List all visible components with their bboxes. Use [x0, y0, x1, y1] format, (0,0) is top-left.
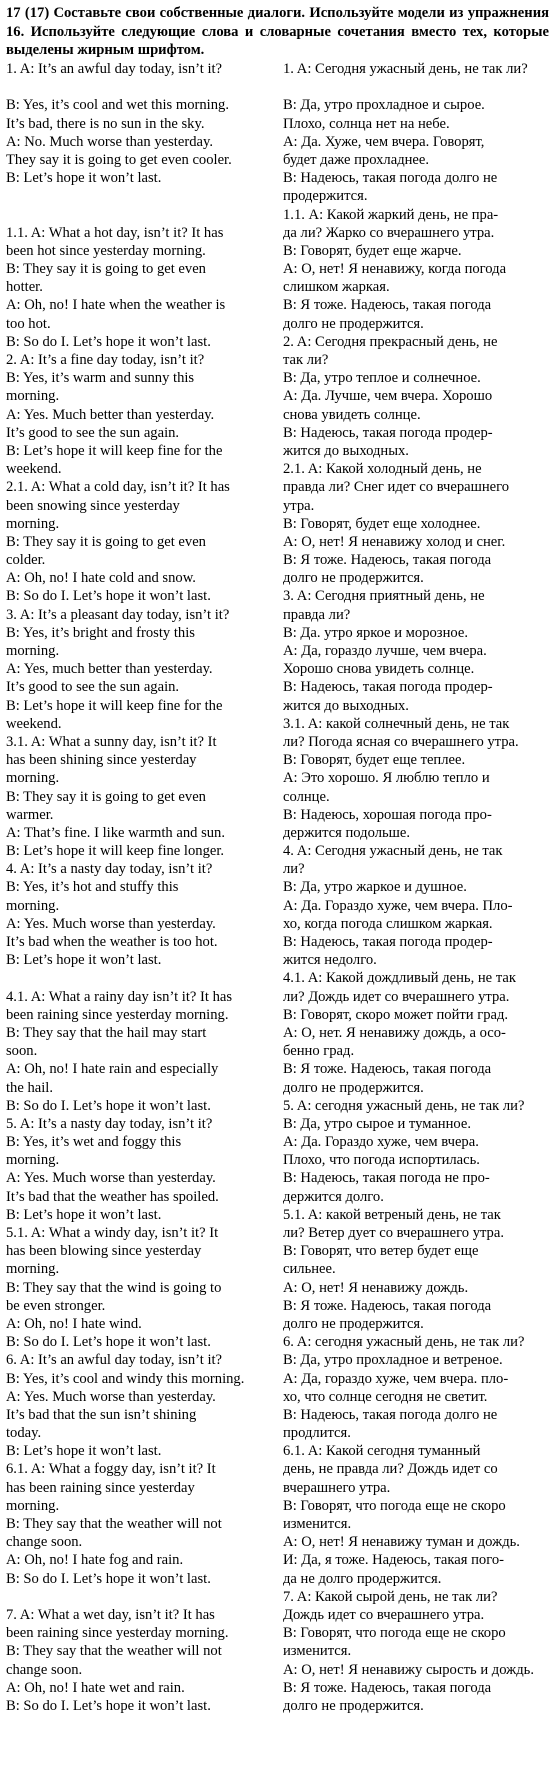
russian-text-line: вчерашнего утра. [283, 1479, 391, 1496]
english-text-line: A: Yes. Much better than yesterday. [6, 406, 215, 423]
russian-text-line: A: О, нет! Я ненавижу сырость и дождь. [283, 1661, 534, 1678]
english-text-line: hotter. [6, 279, 43, 296]
russian-text-line: B: Да, утро теплое и солнечное. [283, 370, 481, 387]
english-text-line: B: They say that the weather will not [6, 1643, 222, 1660]
russian-text-line: жится недолго. [283, 952, 377, 969]
english-text-line: It’s bad, there is no sun in the sky. [6, 115, 205, 132]
english-text-line: A: No. Much worse than yesterday. [6, 133, 213, 150]
english-text-line: B: They say it is going to get even [6, 788, 206, 805]
russian-text-line: 4. A: Сегодня ужасный день, не так [283, 843, 503, 860]
english-text-line: A: Oh, no! I hate when the weather is [6, 297, 226, 314]
english-text-line: B: So do I. Let’s hope it won’t last. [6, 1570, 211, 1587]
russian-text-line: хо, что солнце сегодня не светит. [283, 1388, 488, 1405]
english-text-line: B: They say it is going to get even [6, 533, 206, 550]
english-text-line: B: Let’s hope it won’t last. [6, 952, 162, 969]
english-text-line: B: They say that the weather will not [6, 1516, 222, 1532]
english-text-line: B: Yes, it’s wet and foggy this [6, 1134, 182, 1151]
english-text-line: colder. [6, 552, 46, 569]
russian-text-line: B: Надеюсь, такая погода продер- [283, 934, 493, 950]
english-text-line: has been shining since yesterday [6, 752, 197, 769]
russian-text-line: A: О, нет! Я ненавижу туман и дождь. [283, 1534, 520, 1551]
russian-text-line: B: Я тоже. Надеюсь, такая погода [283, 1061, 492, 1078]
russian-text-line: 3. A: Сегодня приятный день, не [283, 588, 485, 605]
english-text-line: too hot. [6, 315, 51, 332]
russian-text-line: A: Это хорошо. Я люблю тепло и [283, 770, 490, 787]
russian-text-line: 5. A: сегодня ужасный день, не так ли? [283, 1097, 525, 1114]
russian-text-line: B: Говорят, что ветер будет еще [283, 1243, 479, 1260]
english-text-line: A: Oh, no! I hate fog and rain. [6, 1552, 184, 1569]
english-text-line: B: Yes, it’s bright and frosty this [6, 624, 195, 641]
russian-text-line: 3.1. A: какой солнечный день, не так [283, 715, 510, 732]
english-text-line: B: Let’s hope it won’t last. [6, 170, 162, 187]
english-text-line: 7. A: What a wet day, isn’t it? It has [6, 1606, 215, 1623]
english-text-line: A: Yes, much better than yesterday. [6, 661, 213, 678]
russian-text-line: A: Да. Гораздо хуже, чем вчера. Пло- [283, 897, 513, 914]
english-text-line: 2.1. A: What a cold day, isn’t it? It has [6, 479, 230, 496]
russian-text-line: A: О, нет. Я ненавижу дождь, а осо- [283, 1024, 506, 1041]
russian-text-line: B: Надеюсь, такая погода долго не [283, 1406, 498, 1423]
english-text-line: It’s bad that the sun isn’t shining [6, 1406, 197, 1423]
english-text-line: morning. [6, 515, 60, 532]
russian-text-line: B: Надеюсь, такая погода долго не [283, 170, 498, 187]
english-text-line: A: Oh, no! I hate wet and rain. [6, 1679, 185, 1696]
english-text-line: B: Yes, it’s cool and windy this morning. [6, 1370, 245, 1387]
russian-text-line: A: Да, гораздо лучше, чем вчера. [283, 643, 487, 659]
russian-text-line: долго не продержится. [283, 1079, 424, 1096]
english-text-line: B: Let’s hope it won’t last. [6, 1206, 162, 1223]
russian-text-line: A: О, нет! Я ненавижу дождь. [283, 1279, 469, 1296]
russian-text-line: 2. A: Сегодня прекрасный день, не [283, 333, 498, 350]
english-text-line: A: Oh, no! I hate cold and snow. [6, 570, 196, 587]
english-text-line: A: Oh, no! I hate rain and especially [6, 1061, 219, 1078]
exercise-header: 17 (17) Составьте свои собственные диалоги. Используйте модели из упражнения 16. Используйте следующие слова и словарные сочетания вместо тех, которые выделены жирным шрифтом. [6, 5, 549, 58]
russian-text-line: B: Да, утро прохладное и сырое. [283, 97, 485, 114]
russian-text-line: снова увидеть солнце. [283, 406, 421, 423]
russian-text-line: держится подольше. [283, 824, 411, 841]
russian-text-line: бенно град. [283, 1043, 355, 1060]
russian-text-line: A: О, нет! Я ненавижу холод и снег. [283, 533, 506, 550]
russian-text-line: B: Да, утро сырое и туманное. [283, 1115, 472, 1132]
russian-text-line: долго не продержится. [283, 1697, 424, 1714]
russian-text-line: B: Да. утро яркое и морозное. [283, 624, 468, 641]
english-text-line: 6.1. A: What a foggy day, isn’t it? It [6, 1461, 216, 1478]
english-text-line: morning. [6, 1497, 60, 1514]
english-text-line: morning. [6, 1152, 60, 1169]
english-text-line: A: Yes. Much worse than yesterday. [6, 1388, 216, 1405]
russian-text-line: B: Я тоже. Надеюсь, такая погода [283, 1679, 492, 1696]
english-text-line: the hail. [6, 1079, 54, 1096]
russian-text-line: B: Я тоже. Надеюсь, такая погода [283, 552, 492, 569]
english-blank-line [6, 78, 272, 96]
russian-text-line: изменится. [283, 1643, 352, 1660]
russian-text-line: B: Говорят, что погода еще не скоро [283, 1497, 506, 1514]
russian-text-line: долго не продержится. [283, 570, 424, 587]
russian-text-line: ли? Погода ясная со вчерашнего утра. [283, 733, 519, 750]
english-text-line: B: Yes, it’s warm and sunny this [6, 370, 195, 387]
russian-text-line: B: Я тоже. Надеюсь, такая погода [283, 1297, 492, 1314]
english-text-line: B: Let’s hope it will keep fine for the [6, 697, 223, 714]
russian-text-line: A: О, нет! Я ненавижу, когда погода [283, 261, 507, 278]
english-text-line: morning. [6, 1261, 60, 1278]
russian-text-line: долго не продержится. [283, 1315, 424, 1332]
english-text-line: It’s good to see the sun again. [6, 679, 180, 696]
russian-text-line: B: Да, утро жаркое и душное. [283, 879, 467, 896]
english-text-line: B: Yes, it’s cool and wet this morning. [6, 97, 229, 114]
russian-text-line: да ли? Жарко со вчерашнего утра. [283, 224, 495, 241]
russian-text-line: 6. A: сегодня ужасный день, не так ли? [283, 1334, 525, 1351]
russian-text-line: сильнее. [283, 1261, 336, 1278]
russian-text-line: 7. A: Какой сырой день, не так ли? [283, 1588, 498, 1605]
russian-text-line: A: Да. Гораздо хуже, чем вчера. [283, 1134, 479, 1151]
english-text-line: has been blowing since yesterday [6, 1243, 202, 1260]
english-text-line: soon. [6, 1043, 38, 1060]
russian-text-line: будет даже прохладнее. [283, 151, 430, 168]
english-text-line: B: So do I. Let’s hope it won’t last. [6, 1697, 211, 1714]
english-text-line: change soon. [6, 1534, 83, 1551]
english-text-line: B: They say it is going to get even [6, 261, 206, 278]
russian-text-line: жится до выходных. [283, 442, 409, 459]
english-text-line: 4. A: It’s a nasty day today, isn’t it? [6, 861, 213, 878]
english-text-line: been raining since yesterday morning. [6, 1006, 229, 1023]
english-blank-line [6, 969, 272, 987]
english-text-line: 1.1. A: What a hot day, isn’t it? It has [6, 224, 224, 241]
russian-text-line: день, не правда ли? Дождь идет со [283, 1461, 498, 1478]
english-text-line: morning. [6, 388, 60, 405]
russian-text-line: B: Надеюсь, такая погода продер- [283, 424, 493, 441]
english-text-line: today. [6, 1425, 42, 1442]
russian-text-line: 1.1. А: Какой жаркий день, не пра- [283, 206, 499, 223]
russian-blank-line [283, 78, 549, 96]
english-text-line: warmer. [6, 806, 54, 823]
english-text-line: It’s bad that the weather has spoiled. [6, 1188, 219, 1205]
english-blank-line [6, 187, 272, 205]
english-text-line: been hot since yesterday morning. [6, 242, 206, 259]
russian-text-line: солнце. [283, 788, 330, 805]
russian-text-line: правда ли? [283, 606, 351, 623]
russian-text-line: хо, когда погода слишком жаркая. [283, 915, 493, 932]
russian-text-line: B: Я тоже. Надеюсь, такая погода [283, 297, 492, 314]
russian-text-line: ли? [283, 861, 305, 878]
english-text-line: B: So do I. Let’s hope it won’t last. [6, 1097, 211, 1114]
english-text-line: A: Yes. Much worse than yesterday. [6, 915, 216, 932]
russian-text-line: изменится. [283, 1516, 352, 1532]
english-text-line: A: Oh, no! I hate wind. [6, 1315, 142, 1332]
russian-text-line: 2.1. A: Какой холодный день, не [283, 461, 482, 478]
english-text-line: 3. A: It’s a pleasant day today, isn’t it? [6, 606, 230, 623]
russian-text-line: ли? Ветер дует со вчерашнего утра. [283, 1225, 504, 1241]
english-blank-line [6, 206, 272, 224]
russian-text-line: B: Да, утро прохладное и ветреное. [283, 1352, 503, 1369]
russian-text-line: утра. [283, 497, 315, 514]
english-text-line: B: So do I. Let’s hope it won’t last. [6, 1334, 211, 1351]
russian-text-line: да не долго продержится. [283, 1570, 442, 1587]
russian-text-line: B: Говорят, будет еще теплее. [283, 752, 466, 769]
english-text-line: B: Let’s hope it will keep fine for the [6, 442, 223, 459]
english-text-line: A: Yes. Much worse than yesterday. [6, 1170, 216, 1187]
russian-text-line: И: Да, я тоже. Надеюсь, такая пого- [283, 1552, 504, 1569]
english-text-line: B: They say that the hail may start [6, 1024, 207, 1041]
english-text-line: B: They say that the wind is going to [6, 1279, 222, 1296]
russian-text-line: Плохо, что погода испортилась. [283, 1152, 480, 1169]
russian-text-line: 1. A: Сегодня ужасный день, не так ли? [283, 61, 528, 77]
english-text-line: 3.1. A: What a sunny day, isn’t it? It [6, 733, 217, 750]
english-text-line: A: That’s fine. I like warmth and sun. [6, 824, 225, 841]
russian-text-line: долго не продержится. [283, 315, 424, 332]
english-text-line: been raining since yesterday morning. [6, 1625, 229, 1642]
english-text-line: 1. A: It’s an awful day today, isn’t it? [6, 61, 223, 77]
russian-text-line: B: Говорят, скоро может пойти град. [283, 1006, 509, 1023]
russian-text-line: жится до выходных. [283, 697, 409, 714]
english-text-line: B: Let’s hope it will keep fine longer. [6, 843, 225, 860]
russian-text-line: 5.1. A: какой ветреный день, не так [283, 1206, 501, 1223]
english-column [6, 60, 272, 1715]
russian-text-line: B: Говорят, что погода еще не скоро [283, 1625, 506, 1642]
english-text-line: morning. [6, 897, 60, 914]
russian-text-line: 6.1. A: Какой сегодня туманный [283, 1443, 481, 1460]
english-text-line: been snowing since yesterday [6, 497, 180, 514]
russian-text-line: продлится. [283, 1425, 351, 1442]
english-text-line: change soon. [6, 1661, 83, 1678]
russian-text-line: B: Надеюсь, хорошая погода про- [283, 806, 492, 823]
english-text-line: morning. [6, 643, 60, 659]
russian-text-line: слишком жаркая. [283, 279, 390, 296]
russian-text-line: A: Да, гораздо хуже, чем вчера. пло- [283, 1370, 509, 1387]
english-text-line: weekend. [6, 461, 62, 478]
russian-text-line: 4.1. A: Какой дождливый день, не так [283, 970, 516, 987]
english-text-line: 5. A: It’s a nasty day today, isn’t it? [6, 1115, 213, 1132]
english-text-line: B: So do I. Let’s hope it won’t last. [6, 588, 211, 605]
english-text-line: weekend. [6, 715, 62, 732]
english-text-line: 2. A: It’s a fine day today, isn’t it? [6, 352, 205, 368]
russian-text-line: ли? Дождь идет со вчерашнего утра. [283, 988, 510, 1005]
english-text-line: has been raining since yesterday [6, 1479, 195, 1496]
english-text-line: They say it is going to get even cooler. [6, 151, 232, 168]
english-text-line: 5.1. A: What a windy day, isn’t it? It [6, 1225, 219, 1241]
russian-text-line: Дождь идет со вчерашнего утра. [283, 1606, 485, 1623]
russian-text-line: продержится. [283, 188, 368, 205]
english-text-line: be even stronger. [6, 1297, 106, 1314]
russian-text-line: так ли? [283, 352, 329, 368]
russian-text-line: правда ли? Снег идет со вчерашнего [283, 479, 510, 496]
russian-text-line: Плохо, солнца нет на небе. [283, 115, 450, 132]
russian-text-line: B: Надеюсь, такая погода продер- [283, 679, 493, 696]
english-text-line: B: So do I. Let’s hope it won’t last. [6, 333, 211, 350]
russian-text-line: A: Да. Лучше, чем вчера. Хорошо [283, 388, 493, 405]
english-text-line: It’s bad when the weather is too hot. [6, 934, 218, 950]
english-text-line: B: Let’s hope it won’t last. [6, 1443, 162, 1460]
russian-text-line: A: Да. Хуже, чем вчера. Говорят, [283, 133, 485, 150]
english-text-line: It’s good to see the sun again. [6, 424, 180, 441]
english-text-line: 4.1. A: What a rainy day isn’t it? It has [6, 988, 233, 1005]
russian-text-line: держится долго. [283, 1188, 384, 1205]
english-text-line: morning. [6, 770, 60, 787]
russian-column [283, 60, 549, 1715]
russian-text-line: B: Надеюсь, такая погода не про- [283, 1170, 490, 1187]
russian-text-line: B: Говорят, будет еще холоднее. [283, 515, 481, 532]
russian-text-line: Хорошо снова увидеть солнце. [283, 661, 475, 678]
russian-text-line: B: Говорят, будет еще жарче. [283, 242, 462, 259]
english-text-line: 6. A: It’s an awful day today, isn’t it? [6, 1352, 223, 1369]
english-text-line: B: Yes, it’s hot and stuffy this [6, 879, 179, 896]
english-blank-line [6, 1588, 272, 1606]
